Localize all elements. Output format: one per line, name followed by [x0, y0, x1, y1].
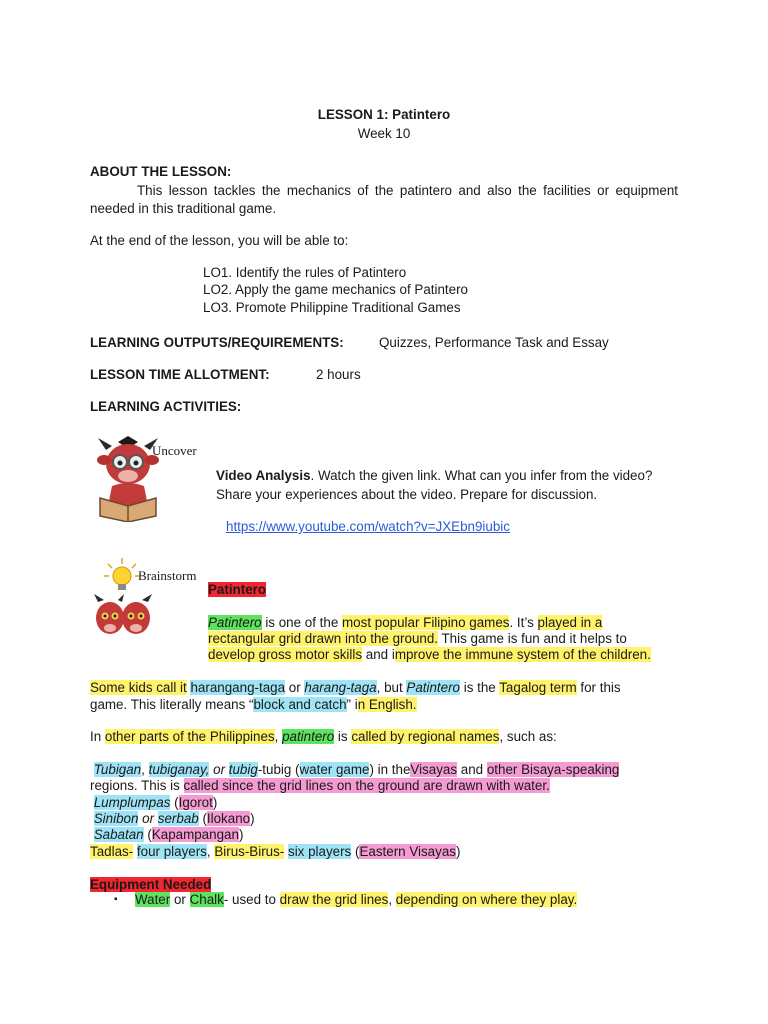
uncover-line-1 — [216, 467, 652, 484]
p2-line-2 — [90, 696, 417, 713]
patintero-heading — [208, 581, 266, 598]
p1-3-c: mprove the immune system of the children. — [394, 647, 651, 662]
p2-2-c: ” i — [346, 697, 358, 712]
p1-3-a: develop gross motor skills — [208, 647, 363, 662]
objective-3: LO3. Promote Philippine Traditional Games — [203, 300, 461, 315]
p3-b: other parts of the Philippines — [104, 729, 275, 744]
p4-6-a: Tadlas- — [90, 844, 134, 859]
lesson-week: Week 10 — [357, 126, 411, 141]
p4-line-1 — [90, 761, 619, 778]
p4-4-d: serbab — [157, 811, 199, 826]
p4-5-b: Sabatan — [93, 827, 144, 842]
lesson-title: LESSON 1: Patintero — [317, 107, 451, 122]
uncover-text-1: . Watch the given link. What can you infer from the video? — [310, 468, 653, 483]
p2-1-d: or — [285, 680, 305, 695]
p1-2-b: This game is fun and it helps to — [438, 631, 627, 646]
p4-6-i: Eastern Visayas — [359, 844, 456, 859]
outputs-label: LEARNING OUTPUTS/REQUIREMENTS: — [90, 335, 344, 350]
p4-3-e: ) — [212, 795, 218, 810]
p3-f: called by regional names — [351, 729, 500, 744]
p1-1-d: . It’s — [509, 615, 538, 630]
video-analysis-title: Video Analysis — [216, 468, 311, 483]
p3-c: , — [274, 729, 283, 744]
p4-6-e: Birus-Birus- — [214, 844, 285, 859]
video-link[interactable]: https://www.youtube.com/watch?v=JXEbn9iubic — [226, 519, 510, 534]
p4-4-f: Ilokano — [206, 811, 251, 826]
equipment-line — [135, 891, 577, 908]
p3-d: patintero — [282, 729, 335, 744]
p3-line — [90, 728, 557, 745]
p2-1-j: for this — [576, 680, 621, 695]
p2-2-d: n English. — [357, 697, 417, 712]
equipment-heading-text: Equipment Needed — [90, 877, 212, 892]
time-label: LESSON TIME ALLOTMENT: — [90, 367, 270, 382]
p3-e: is — [334, 729, 352, 744]
uncover-mascot-icon — [96, 436, 160, 522]
eq-c: Chalk — [189, 892, 224, 907]
eq-b: or — [170, 892, 190, 907]
p1-line-1 — [208, 614, 602, 631]
p4-4-g: ) — [250, 811, 255, 826]
p4-4-b: Sinibon — [93, 811, 139, 826]
p4-6-g: six players — [288, 844, 352, 859]
p1-1-a: Patintero — [208, 615, 262, 630]
p4-1-c: , — [141, 762, 149, 777]
p1-line-3 — [208, 646, 651, 663]
p3-g: , such as: — [499, 729, 557, 744]
p4-1-f: tubig — [228, 762, 258, 777]
p4-line-4 — [90, 810, 255, 827]
eq-d: - used to — [223, 892, 280, 907]
p1-3-b: and i — [362, 647, 395, 662]
p4-line-6 — [90, 843, 460, 860]
p4-4-c: or — [138, 811, 158, 826]
about-text — [90, 182, 678, 218]
p4-2-a: regions. This is — [90, 778, 184, 793]
p4-1-g: -tubig ( — [257, 762, 300, 777]
patintero-heading-text: Patintero — [208, 582, 267, 597]
p4-6-c: four players — [136, 844, 207, 859]
p4-5-c: ( — [143, 827, 152, 842]
objective-2: LO2. Apply the game mechanics of Patintero — [203, 282, 468, 297]
p2-1-f: , but — [376, 680, 407, 695]
p3-a: In — [90, 729, 105, 744]
p4-3-b: Lumplumpas — [93, 795, 171, 810]
p1-2-a: rectangular grid drawn into the ground. — [208, 631, 439, 646]
p4-1-k: and — [457, 762, 487, 777]
brainstorm-label: Brainstorm — [138, 568, 197, 583]
p2-2-a: game. This literally means “ — [90, 697, 254, 712]
p4-line-5 — [90, 826, 243, 843]
p2-1-i: Tagalog term — [499, 680, 577, 695]
eq-a: Water — [135, 892, 171, 907]
p4-6-d: , — [206, 844, 215, 859]
p2-1-e: harang-taga — [304, 680, 377, 695]
about-heading: ABOUT THE LESSON: — [90, 164, 232, 179]
p1-1-b: is one of the — [261, 615, 343, 630]
p4-5-d: Kapampangan — [151, 827, 239, 842]
p4-1-b: Tubigan — [93, 762, 142, 777]
p1-1-e: played in a — [537, 615, 603, 630]
p1-line-2 — [208, 630, 627, 647]
p4-1-h: water game — [299, 762, 370, 777]
eq-g: depending on where they play. — [395, 892, 578, 907]
end-text: At the end of the lesson, you will be able to: — [90, 233, 349, 248]
about-text-content: This lesson tackles the mechanics of the patintero and also the facilities or equipment needed in this traditional game. — [90, 183, 678, 216]
p4-3-c: ( — [170, 795, 179, 810]
eq-e: draw the grid lines — [279, 892, 389, 907]
p4-5-e: ) — [238, 827, 244, 842]
p2-1-g: Patintero — [406, 680, 461, 695]
time-value: 2 hours — [316, 367, 361, 382]
p2-2-b: block and catch — [253, 697, 347, 712]
activities-label: LEARNING ACTIVITIES: — [90, 399, 242, 414]
uncover-label: Uncover — [152, 443, 197, 458]
p1-1-c: most popular Filipino games — [342, 615, 510, 630]
p4-6-j: ) — [455, 844, 461, 859]
p4-1-e: or — [209, 762, 229, 777]
p4-line-3 — [90, 794, 217, 811]
uncover-line-2: Share your experiences about the video. Prepare for discussion. — [216, 487, 598, 502]
objective-1: LO1. Identify the rules of Patintero — [203, 265, 407, 280]
eq-f: , — [388, 892, 396, 907]
p4-1-j: Visayas — [410, 762, 458, 777]
outputs-value: Quizzes, Performance Task and Essay — [379, 335, 609, 350]
p4-line-2 — [90, 777, 550, 794]
p2-1-h: is the — [460, 680, 500, 695]
p4-6-h: ( — [351, 844, 360, 859]
p2-1-a: Some kids call it — [90, 680, 187, 695]
p4-3-d: Igorot — [178, 795, 213, 810]
p4-4-e: ( — [198, 811, 207, 826]
p4-2-b: called since the grid lines on the ground are drawn with water. — [183, 778, 550, 793]
p4-1-l: other Bisaya-speaking — [486, 762, 620, 777]
p2-line-1 — [90, 679, 621, 696]
equipment-bullet: ▪ — [114, 894, 118, 905]
p2-1-c: harangang-taga — [190, 680, 286, 695]
p4-1-d: tubiganay, — [148, 762, 210, 777]
p4-1-i: ) in the — [369, 762, 411, 777]
